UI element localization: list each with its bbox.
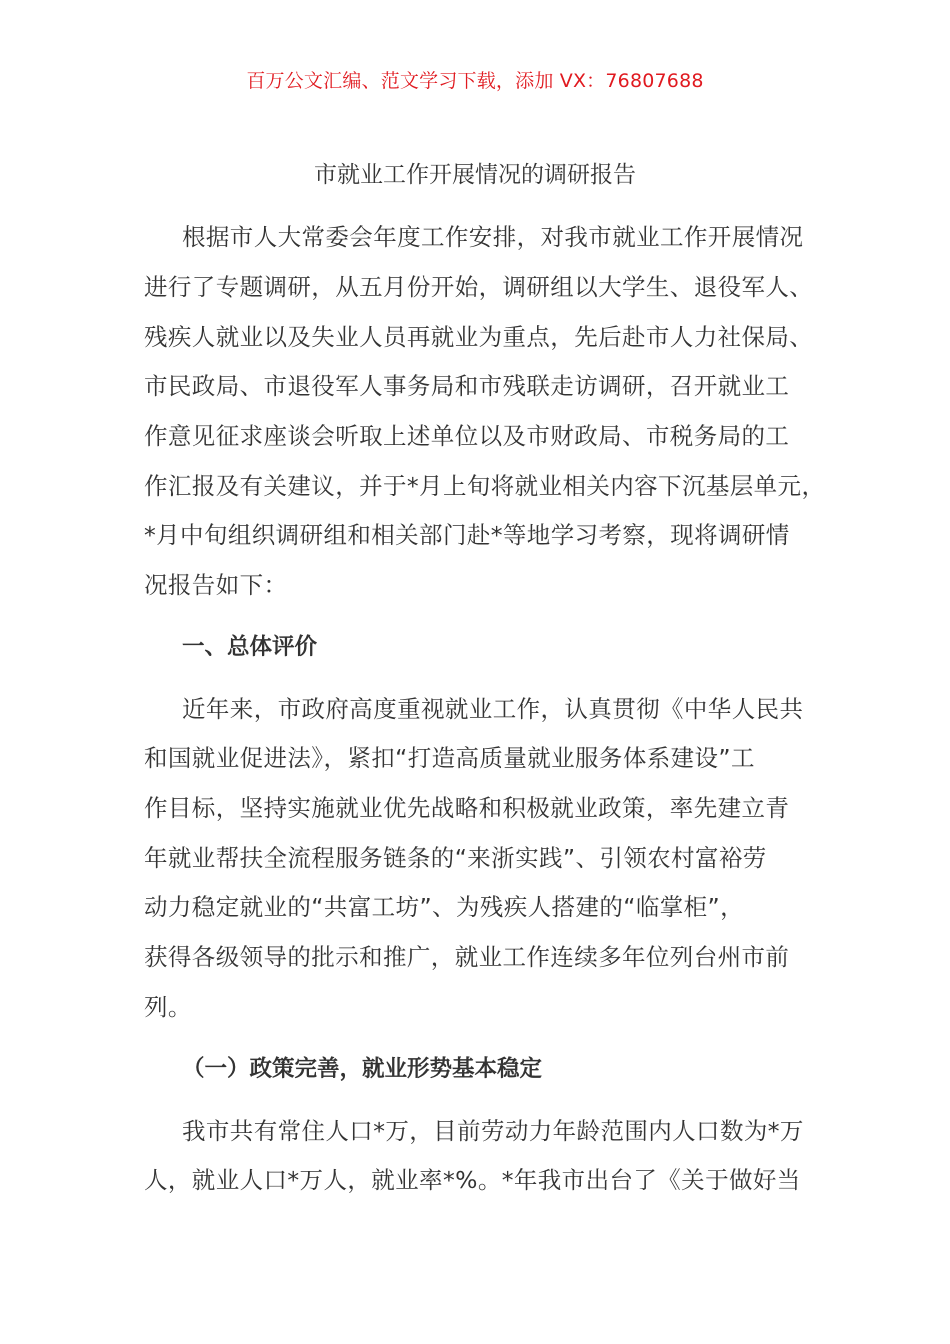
paragraph-line: 残疾人就业以及失业人员再就业为重点，先后赴市人力社保局、: [144, 323, 814, 351]
paragraph-line: 市民政局、市退役军人事务局和市残联走访调研，召开就业工: [144, 372, 790, 400]
paragraph-line: 根据市人大常委会年度工作安排，对我市就业工作开展情况: [182, 223, 804, 251]
paragraph-line: 作汇报及有关建议，并于*月上旬将就业相关内容下沉基层单元，: [144, 472, 826, 500]
paragraph-line: 作意见征求座谈会听取上述单位以及市财政局、市税务局的工: [144, 422, 790, 450]
paragraph-line: 人，就业人口*万人，就业率*%。*年我市出台了《关于做好当: [144, 1166, 801, 1194]
watermark-banner: 百万公文汇编、范文学习下载，添加 VX：76807688: [246, 70, 704, 92]
paragraph-line: 列。: [144, 993, 192, 1021]
paragraph-line: 我市共有常住人口*万，目前劳动力年龄范围内人口数为*万: [182, 1117, 804, 1145]
subsection-heading: （一）政策完善，就业形势基本稳定: [182, 1056, 543, 1082]
paragraph-line: 年就业帮扶全流程服务链条的“来浙实践”、引领农村富裕劳: [144, 844, 767, 872]
paragraph-line: 动力稳定就业的“共富工坊”、为残疾人搭建的“临掌柜”，: [144, 893, 744, 921]
paragraph-line: 和国就业促进法》，紧扣“打造高质量就业服务体系建设”工: [144, 744, 755, 772]
paragraph-line: 获得各级领导的批示和推广，就业工作连续多年位列台州市前: [144, 943, 790, 971]
document-title: 市就业工作开展情况的调研报告: [314, 162, 636, 188]
paragraph-line: 近年来，市政府高度重视就业工作，认真贯彻《中华人民共: [182, 695, 804, 723]
paragraph-line: *月中旬组织调研组和相关部门赴*等地学习考察，现将调研情: [144, 521, 790, 549]
paragraph-line: 作目标，坚持实施就业优先战略和积极就业政策，率先建立青: [144, 794, 790, 822]
paragraph-line: 况报告如下：: [144, 571, 288, 599]
section-heading: 一、总体评价: [182, 634, 318, 660]
paragraph-line: 进行了专题调研，从五月份开始，调研组以大学生、退役军人、: [144, 273, 814, 301]
